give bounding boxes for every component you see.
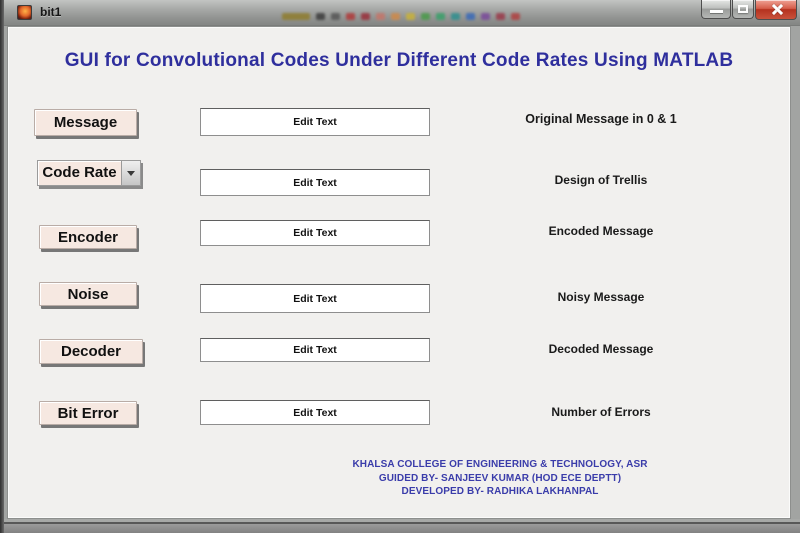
code-rate-dropdown[interactable] xyxy=(37,160,141,186)
encoder-button[interactable]: Encoder xyxy=(39,225,137,249)
background-app-icon xyxy=(451,13,460,20)
background-app-icon xyxy=(436,13,445,20)
figure-canvas xyxy=(8,27,790,518)
credits-line-developed-by: DEVELOPED BY- RADHIKA LAKHANPAL xyxy=(401,486,599,497)
encoder-row-label: Encoded Message xyxy=(548,224,654,238)
decoder-edit-field[interactable] xyxy=(200,338,430,362)
background-window-artifacts xyxy=(282,13,520,20)
bit-error-button[interactable]: Bit Error xyxy=(39,401,137,425)
maximize-button[interactable] xyxy=(732,0,754,19)
decoder-button[interactable]: Decoder xyxy=(39,339,143,364)
background-app-icon xyxy=(421,13,430,20)
window-titlebar xyxy=(0,0,800,26)
credits-line-guided-by: GUIDED BY- SANJEEV KUMAR (HOD ECE DEPTT) xyxy=(378,472,622,484)
close-button[interactable] xyxy=(755,0,797,20)
message-row-label: Original Message in 0 & 1 xyxy=(525,112,677,126)
minimize-button[interactable] xyxy=(701,0,731,19)
noise-button[interactable]: Noise xyxy=(39,282,137,306)
encoder-edit-field[interactable] xyxy=(200,220,430,246)
background-app-icon xyxy=(481,13,490,20)
background-app-icon xyxy=(316,13,325,20)
decoder-row-label: Decoded Message xyxy=(548,342,654,356)
message-edit-field[interactable] xyxy=(200,108,430,136)
bit-error-edit-field[interactable] xyxy=(200,400,430,425)
message-button[interactable]: Message xyxy=(34,109,137,136)
background-app-icon xyxy=(282,13,310,20)
noise-edit-field[interactable] xyxy=(200,284,430,313)
credits xyxy=(250,458,750,499)
credits-line-college: KHALSA COLLEGE OF ENGINEERING & TECHNOLOGY, ASR xyxy=(352,459,648,470)
noise-row-label: Noisy Message xyxy=(557,290,645,304)
background-app-icon xyxy=(496,13,505,20)
code-rate-edit-field[interactable] xyxy=(200,169,430,196)
minimize-icon xyxy=(710,10,723,13)
page-title: GUI for Convolutional Codes Under Different Code Rates Using MATLAB xyxy=(64,50,734,71)
chevron-down-icon[interactable] xyxy=(121,161,140,185)
window-title: bit1 xyxy=(40,5,62,19)
bit-error-row-label: Number of Errors xyxy=(551,405,651,419)
background-app-icon xyxy=(406,13,415,20)
background-app-icon xyxy=(511,13,520,20)
screen-left-edge xyxy=(0,0,4,533)
background-app-icon xyxy=(361,13,370,20)
background-app-icon xyxy=(376,13,385,20)
matlab-icon xyxy=(17,5,32,20)
taskbar-strip xyxy=(0,524,800,533)
window-frame-right xyxy=(791,26,800,519)
window-controls xyxy=(701,0,797,20)
close-icon xyxy=(771,4,782,15)
background-app-icon xyxy=(331,13,340,20)
background-app-icon xyxy=(466,13,475,20)
code-rate-row-label: Design of Trellis xyxy=(554,173,648,187)
code-rate-dropdown-label: Code Rate xyxy=(42,164,117,181)
maximize-icon xyxy=(738,5,748,13)
background-app-icon xyxy=(346,13,355,20)
background-app-icon xyxy=(391,13,400,20)
